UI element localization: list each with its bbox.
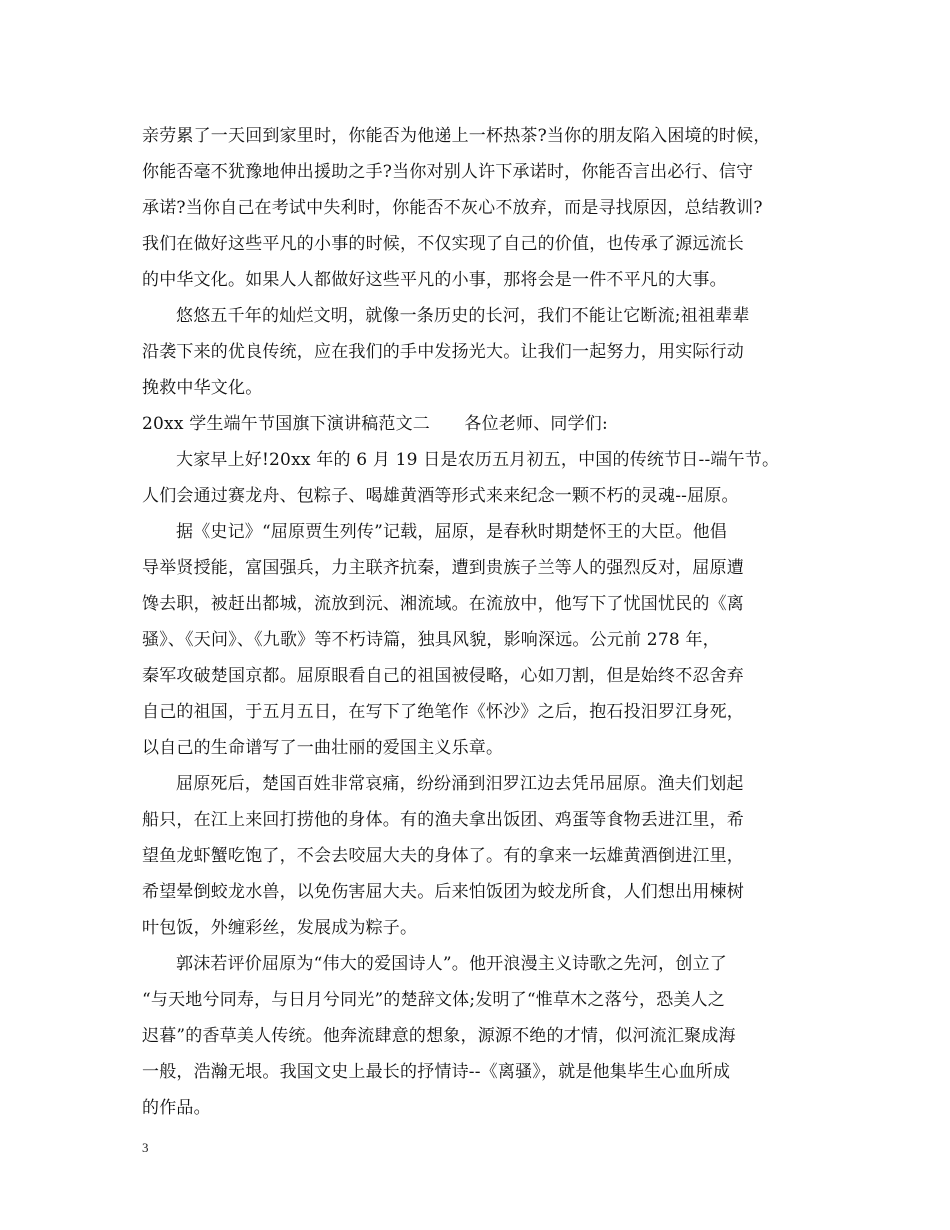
- text-line: 自己的祖国，于五月五日，在写下了绝笔作《怀沙》之后，抱石投汨罗江身死，: [142, 702, 744, 722]
- text-line: 的中华文化。如果人人都做好这些平凡的小事，那将会是一件不平凡的大事。: [142, 270, 727, 290]
- text-line: 望鱼龙虾蟹吃饱了，不会去咬屈大夫的身体了。有的拿来一坛雄黄酒倒进江里，: [142, 846, 744, 866]
- text-line: 一般，浩瀚无垠。我国文史上最长的抒情诗--《离骚》，就是他集毕生心血所成: [142, 1062, 731, 1082]
- text-line: 叶包饭，外缠彩丝，发展成为粽子。: [142, 918, 418, 938]
- text-line: 大家早上好!20xx 年的 6 月 19 日是农历五月初五，中国的传统节日--端午节。: [176, 450, 780, 470]
- text-line: 希望晕倒蛟龙水兽，以免伤害屈大夫。后来怕饭团为蛟龙所食，人们想出用楝树: [142, 882, 744, 902]
- text-line: 的作品。: [142, 1098, 211, 1118]
- text-line: 悠悠五千年的灿烂文明，就像一条历史的长河，我们不能让它断流;祖祖辈辈: [176, 306, 750, 326]
- text-line: 秦军攻破楚国京都。屈原眼看自己的祖国被侵略，心如刀割，但是始终不忍舍弃: [142, 666, 744, 686]
- text-line: 屈原死后，楚国百姓非常哀痛，纷纷涌到汨罗江边去凭吊屈原。渔夫们划起: [176, 774, 744, 794]
- text-line: “与天地兮同寿，与日月兮同光”的楚辞文体;发明了“惟草木之落兮，恐美人之: [142, 990, 725, 1010]
- text-line: 人们会通过赛龙舟、包粽子、喝雄黄酒等形式来来纪念一颗不朽的灵魂--屈原。: [142, 486, 739, 506]
- text-line: 亲劳累了一天回到家里时，你能否为他递上一杯热茶?当你的朋友陷入困境的时候，: [142, 126, 771, 146]
- text-line: 据《史记》“屈原贾生列传”记载，屈原，是春秋时期楚怀王的大臣。他倡: [176, 522, 727, 542]
- text-line: 你能否毫不犹豫地伸出援助之手?当你对别人许下承诺时，你能否言出必行、信守: [142, 162, 754, 182]
- text-line: 20xx 学生端午节国旗下演讲稿范文二 各位老师、同学们:: [142, 414, 608, 434]
- text-line: 以自己的生命谱写了一曲壮丽的爱国主义乐章。: [142, 738, 504, 758]
- text-line: 郭沫若评价屈原为“伟大的爱国诗人”。他开浪漫主义诗歌之先河，创立了: [176, 954, 727, 974]
- text-line: 迟暮”的香草美人传统。他奔流肆意的想象，源源不绝的才情，似河流汇聚成海: [142, 1026, 736, 1046]
- text-line: 馋去职，被赶出都城，流放到沅、湘流域。在流放中，他写下了忧国忧民的《离: [142, 594, 744, 614]
- text-line: 沿袭下来的优良传统，应在我们的手中发扬光大。让我们一起努力，用实际行动: [142, 342, 744, 362]
- text-line: 骚》、《天问》、《九歌》等不朽诗篇，独具风貌，影响深远。公元前 278 年，: [142, 630, 720, 650]
- page-number: 3: [142, 1140, 149, 1155]
- text-line: 我们在做好这些平凡的小事的时候，不仅实现了自己的价值，也传承了源远流长: [142, 234, 744, 254]
- text-line: 挽救中华文化。: [142, 378, 263, 398]
- text-line: 导举贤授能，富国强兵，力主联齐抗秦，遭到贵族子兰等人的强烈反对，屈原遭: [142, 558, 744, 578]
- text-line: 承诺?当你自己在考试中失利时，你能否不灰心不放弃，而是寻找原因，总结教训?: [142, 198, 763, 218]
- document-body: [142, 118, 822, 1126]
- text-line: 船只，在江上来回打捞他的身体。有的渔夫拿出饭团、鸡蛋等食物丢进江里，希: [142, 810, 744, 830]
